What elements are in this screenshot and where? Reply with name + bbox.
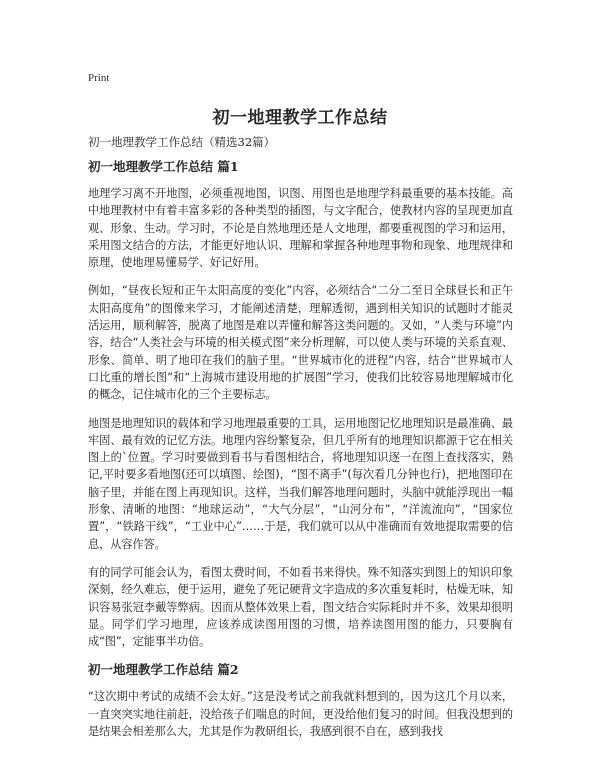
section-2	[88, 661, 513, 740]
paragraph: “这次期中考试的成绩不会太好。”这是没考试之前我就料想到的，因为这几个月以来，一直突突实地往前赶，没给孩子们喘息的时间，更没给他们复习的时间。但我没想到的是结果会相差那么大，尤其是作为教研组长，我感到很不自在，感到我找	[88, 690, 513, 739]
paragraph: 地图是地理知识的载体和学习地理最重要的工具，运用地图记忆地理知识是最准确、最牢固、最有效的记忆方法。地理内容纷繁复杂，但几乎所有的地理知识都源于它在相关图上的`位置。学习时要做到看书与看图相结合，将地理知识逐一在图上查找落实，熟记,平时要多看地图(还可以填图、绘图)，“图不离手”(每次看几分钟也行)，把地图印在脑子里，并能在图上再现知识。这样，当我们解答地理问题时，头脑中就能浮现出一幅形象、清晰的地图：“地球运动”，“大气分层”，“山河分布”，“洋流流向”，“国家位置”，“铁路干线”，“工业中心”……于是，我们就可以从中准确而有效地提取需要的信息，从容作答。	[88, 416, 513, 551]
page-title: 初一地理教学工作总结	[212, 108, 388, 128]
section-heading: 初一地理教学工作总结 篇2	[88, 662, 239, 678]
paragraph: 例如，“昼夜长短和正午太阳高度的变化”内容，必须结合“二分二至日全球昼长和正午太阳高度角”的图像来学习，才能阐述清楚，理解透彻，遇到相关知识的试题时才能灵活运用，顺利解答，脱离了地图是难以弄懂和解答这类问题的。又如，“人类与环境”内容，结合“人类社会与环境的相关模式图”来分析理解，可以使人类与环境的关系直观、形象、简单、明了地印在我们的脑子里。“世界城市化的进程”内容，结合“世界城市人口比重的增长图”和“上海城市建设用地的扩展图”学习，使我们比较容易地理解城市化的概念，记住城市化的三个主要标志。	[88, 284, 513, 402]
section-heading: 初一地理教学工作总结 篇1	[88, 159, 239, 174]
paragraph: 有的同学可能会认为，看图太费时间，不如看书来得快。殊不知落实到图上的知识印象深刻，经久难忘，便于运用，避免了死记硬背文字造成的多次重复耗时，枯燥无味，知识容易张冠李戴等弊病。因而从整体效果上看，图文结合实际耗时并不多，效果却很明显。同学们学习地理，应该养成读图用图的习惯，培养读图用图的能力，只要胸有成“图”，定能事半功倍。	[88, 565, 513, 649]
article-body	[88, 158, 513, 751]
section-1	[88, 158, 513, 650]
document-subtitle: 初一地理教学工作总结（精选32篇）	[88, 135, 276, 149]
paragraph: 地理学习离不开地图，必须重视地图，识图、用图也是地理学科最重要的基本技能。高中地理教材中有着丰富多彩的各种类型的插图，与文字配合，使教材内容的呈现更加直观、形象、生动。学习时，不论是自然地理还是人文地理，都要重视图的学习和运用，采用图文结合的方法，才能更好地认识、理解和掌握各种地理事物和现象、地理规律和原理，使地理易懂易学、好记好用。	[88, 187, 513, 270]
print-link[interactable]: Print	[88, 72, 110, 84]
